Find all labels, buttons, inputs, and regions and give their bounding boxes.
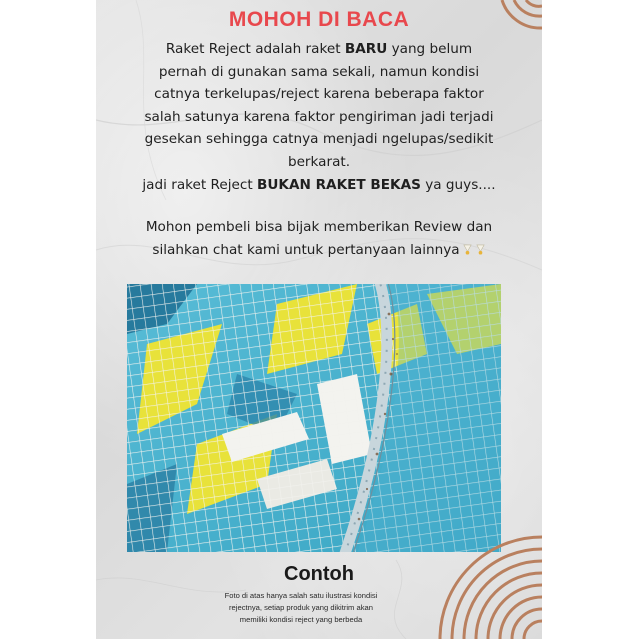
- caption-line: Foto di atas hanya salah satu ilustrasi kondisi: [224, 591, 378, 600]
- badminton-shuttlecock-icon: [475, 244, 486, 255]
- text-segment: ya guys....: [420, 176, 496, 193]
- caption-title: Contoh: [284, 563, 354, 585]
- text-segment: Raket Reject adalah raket: [165, 41, 345, 57]
- spacer: [100, 196, 538, 216]
- notice-line: [100, 174, 538, 197]
- caption-text: [186, 590, 416, 626]
- notice-line: gesekan sehingga catnya menjadi ngelupas/sedikit: [144, 131, 494, 148]
- badminton-shuttlecock-icon: [462, 244, 473, 255]
- notice-line: Mohon pembeli bisa bijak memberikan Review dan: [145, 219, 493, 236]
- notice-line: salah satunya karena faktor pengiriman jadi terjadi: [144, 108, 494, 125]
- notice-line: pernah di gunakan sama sekali, namun kondisi: [158, 63, 480, 80]
- notice-line: berkarat.: [287, 153, 351, 170]
- bold-text: BARU: [344, 41, 388, 57]
- text-segment: silahkan chat kami untuk pertanyaan lainnya: [152, 241, 460, 258]
- notice-line: catnya terkelupas/reject karena beberapa faktor: [154, 86, 484, 103]
- poster-title: MOHOH DI BACA: [228, 8, 410, 31]
- notice-line: [100, 38, 538, 61]
- decorative-arcs-icon: [432, 506, 542, 639]
- notice-line: [100, 239, 538, 262]
- text-segment: jadi raket Reject: [142, 176, 258, 193]
- poster: [96, 0, 542, 639]
- caption-line: memiliki kondisi reject yang berbeda: [239, 615, 363, 624]
- bold-text: BUKAN RAKET BEKAS: [257, 176, 421, 193]
- notice-text: [100, 38, 538, 261]
- text-segment: yang belum: [387, 41, 473, 57]
- caption-line: rejectnya, setiap produk yang dikitrim akan: [229, 603, 373, 612]
